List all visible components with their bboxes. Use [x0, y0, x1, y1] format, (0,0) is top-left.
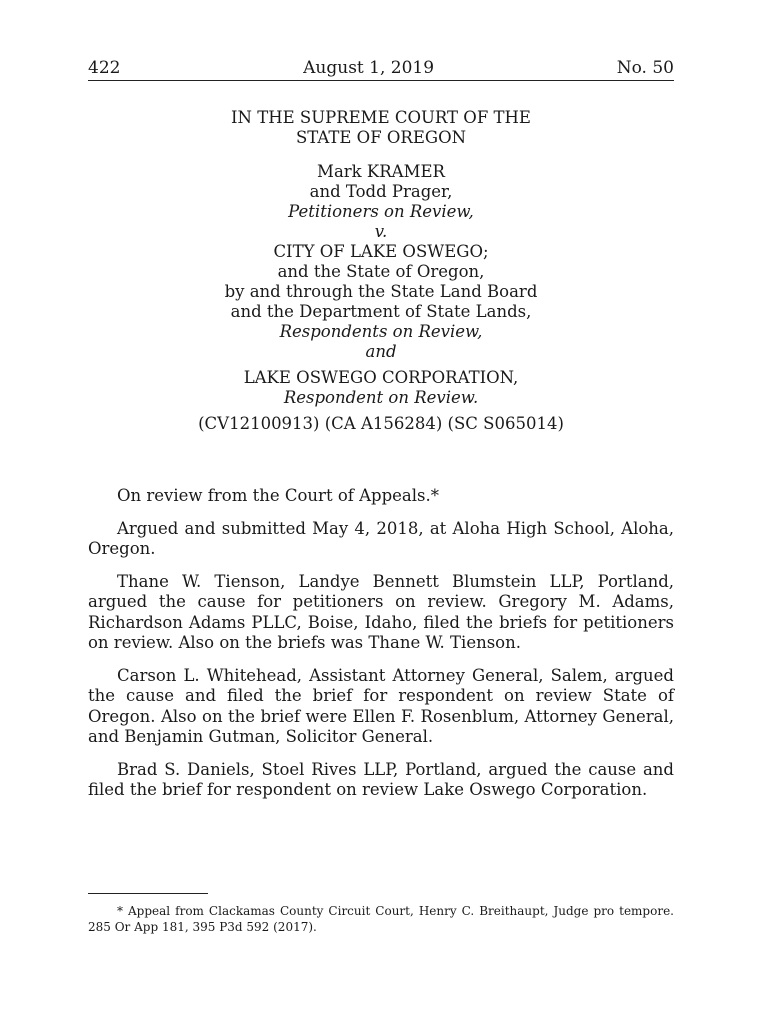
respondent-line3: by and through the State Land Board	[224, 282, 538, 301]
corporation-counsel-paragraph: Brad S. Daniels, Stoel Rives LLP, Portland, argued the cause and filed the brief for respondent on review Lake Oswego Corporation.	[88, 759, 674, 799]
issue-date: August 1, 2019	[303, 58, 435, 78]
respondent2-line1: LAKE OSWEGO CORPORATION,	[243, 368, 519, 387]
state-counsel-paragraph: Carson L. Whitehead, Assistant Attorney General, Salem, argued the cause and filed the brief for respondent on review State of Oregon. Also on the brief were Ellen F. Rosenblum, Attorney General, and Benjamin Gutman, Solicitor General.	[88, 665, 674, 746]
respondent-line2: and the State of Oregon,	[277, 262, 485, 281]
court-name-line1: IN THE SUPREME COURT OF THE	[231, 108, 531, 127]
respondent2-role: Respondent on Review.	[283, 388, 479, 407]
case-numbers: (CV12100913) (CA A156284) (SC S065014)	[198, 414, 564, 433]
petitioner-line2: and Todd Prager,	[309, 182, 453, 201]
argued-paragraph: Argued and submitted May 4, 2018, at Aloha High School, Aloha, Oregon.	[88, 518, 674, 558]
versus: v.	[374, 222, 388, 241]
petitioners-counsel-paragraph: Thane W. Tienson, Landye Bennett Blumstein LLP, Portland, argued the cause for petitioners on review. Gregory M. Adams, Richardson Adams PLLC, Boise, Idaho, filed the briefs for petitioners on review. Also on the briefs was Thane W. Tienson.	[88, 571, 674, 652]
conjunction: and	[365, 342, 397, 361]
footnote-rule	[88, 893, 208, 894]
court-name-line2: STATE OF OREGON	[295, 128, 467, 147]
petitioner-role: Petitioners on Review,	[288, 202, 474, 221]
petitioner-line1: Mark KRAMER	[317, 162, 445, 181]
respondent-line1: CITY OF LAKE OSWEGO;	[273, 242, 489, 261]
running-header	[88, 58, 674, 78]
case-caption	[88, 108, 674, 434]
page-number: 422	[88, 58, 121, 78]
footnote: * Appeal from Clackamas County Circuit Court, Henry C. Breithaupt, Judge pro tempore. 285 Or App 181, 395 P3d 592 (2017).	[88, 904, 674, 934]
review-from-paragraph: On review from the Court of Appeals.*	[117, 486, 439, 505]
respondent-line4: and the Department of State Lands,	[230, 302, 532, 321]
header-rule	[88, 80, 674, 81]
respondent-role: Respondents on Review,	[279, 322, 483, 341]
opinion-body	[88, 486, 674, 813]
issue-number: No. 50	[616, 58, 674, 78]
